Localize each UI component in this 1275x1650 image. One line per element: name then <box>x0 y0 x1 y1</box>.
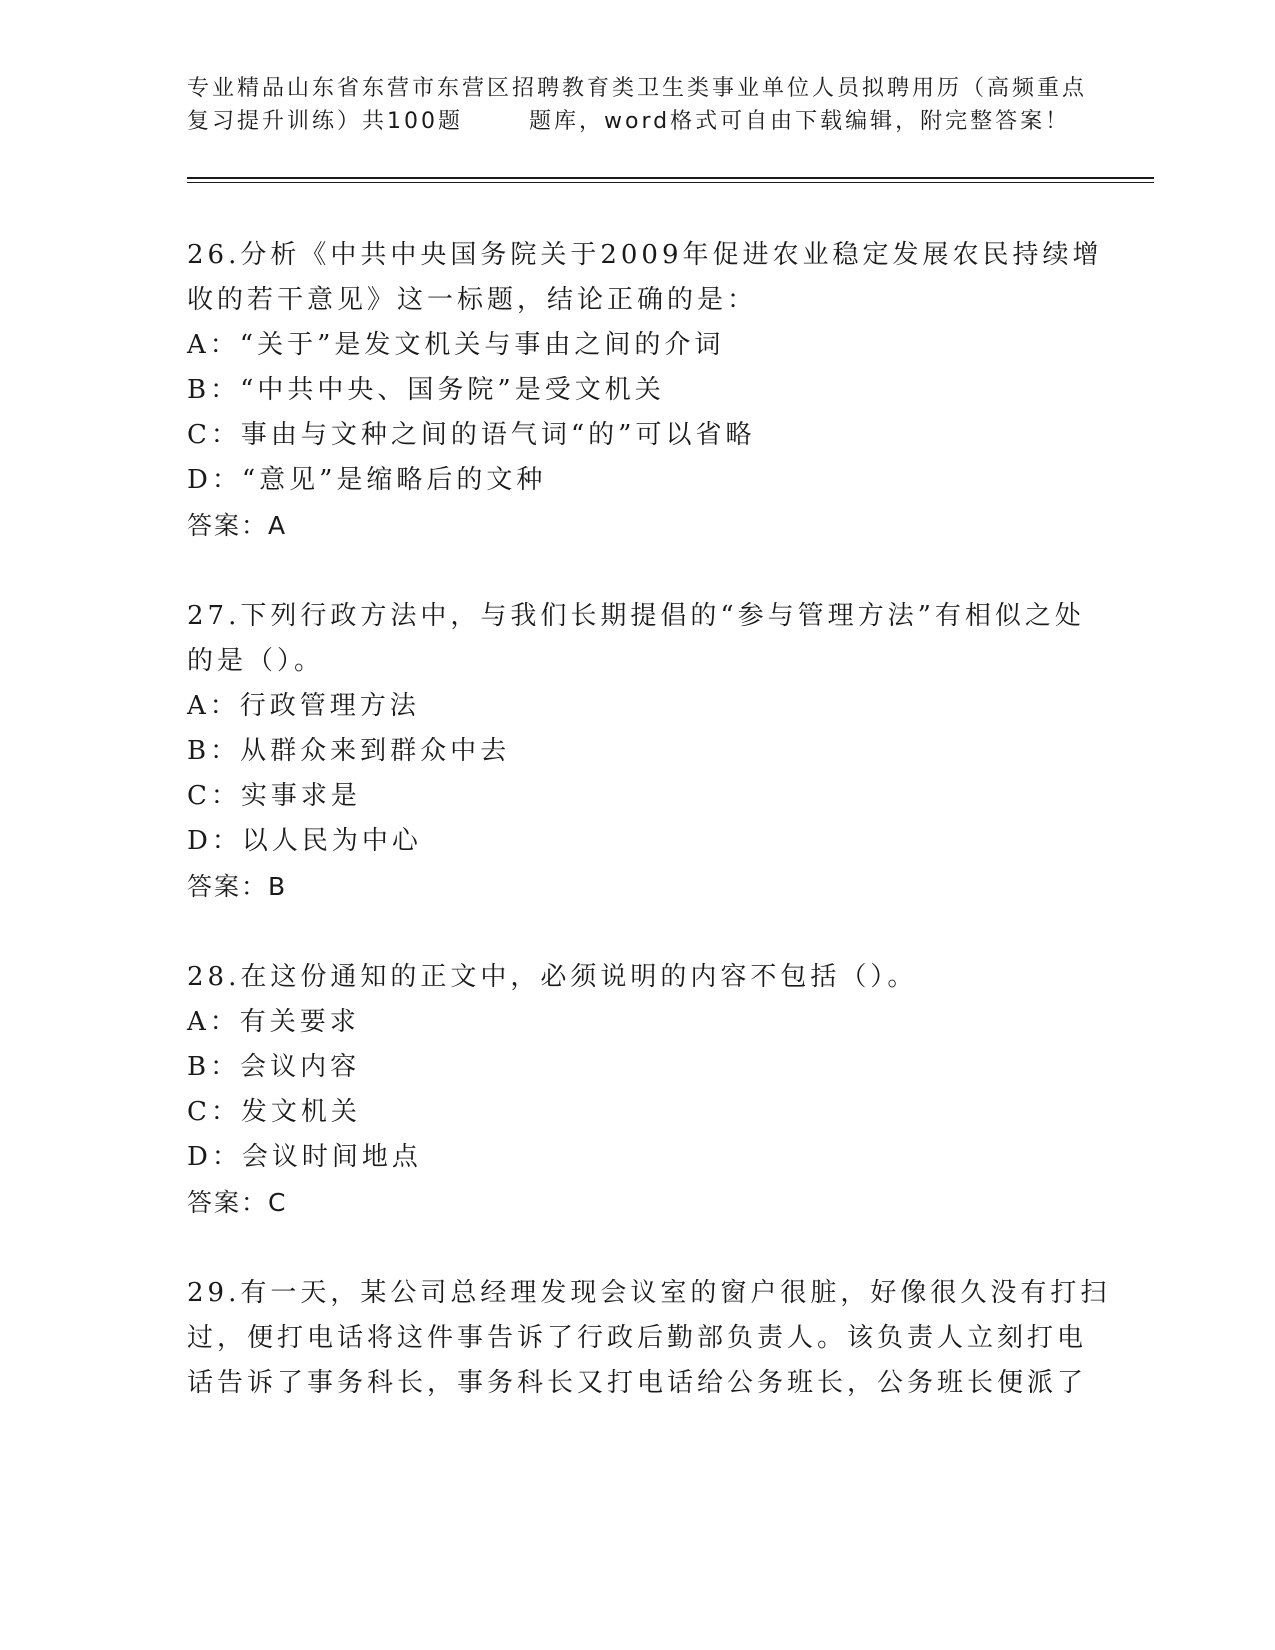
question-29 <box>187 1271 1111 1406</box>
question-26 <box>187 233 1103 548</box>
question-stem-line: 29.有一天，某公司总经理发现会议室的窗户很脏，好像很久没有打扫 <box>187 1278 1111 1308</box>
question-27 <box>187 594 1087 909</box>
option-a: A：“关于”是发文机关与事由之间的介词 <box>187 330 725 360</box>
option-c: C：事由与文种之间的语气词“的”可以省略 <box>187 420 756 450</box>
option-b: B：从群众来到群众中去 <box>187 736 511 766</box>
question-list <box>187 233 1111 1452</box>
answer-line: 答案：B <box>187 872 288 901</box>
question-stem-line: 27.下列行政方法中，与我们长期提倡的“参与管理方法”有相似之处 <box>187 601 1085 631</box>
question-stem-line: 28.在这份通知的正文中，必须说明的内容不包括（）。 <box>187 962 918 992</box>
header-title-line-2 <box>187 105 1087 138</box>
option-c: C：发文机关 <box>187 1097 361 1127</box>
header-title-line-2-part-2: 题库，word格式可自由下载编辑，附完整答案！ <box>529 109 1071 134</box>
header-divider-thick <box>187 177 1154 179</box>
answer-line: 答案：A <box>187 511 288 540</box>
option-d: D：会议时间地点 <box>187 1142 422 1172</box>
question-stem-line: 26.分析《中共中央国务院关于2009年促进农业稳定发展农民持续增 <box>187 240 1103 270</box>
question-stem-line: 话告诉了事务科长，事务科长又打电话给公务班长，公务班长便派了 <box>187 1368 1088 1398</box>
option-d: D：以人民为中心 <box>187 826 422 856</box>
option-b: B：“中共中央、国务院”是受文机关 <box>187 375 665 405</box>
header-divider-thin <box>187 182 1154 183</box>
document-header <box>187 72 1087 138</box>
question-stem-line: 过，便打电话将这件事告诉了行政后勤部负责人。该负责人立刻打电 <box>187 1323 1088 1353</box>
question-stem-line: 的是（）。 <box>187 646 325 676</box>
option-a: A：行政管理方法 <box>187 691 420 721</box>
header-title-line-2-part-1: 复习提升训练）共100题 <box>187 109 463 134</box>
question-28 <box>187 955 1087 1225</box>
option-d: D：“意见”是缩略后的文种 <box>187 465 547 495</box>
option-c: C：实事求是 <box>187 781 361 811</box>
option-a: A：有关要求 <box>187 1007 360 1037</box>
header-title-line-1: 专业精品山东省东营市东营区招聘教育类卫生类事业单位人员拟聘用历（高频重点 <box>187 76 1088 101</box>
question-stem-line: 收的若干意见》这一标题，结论正确的是： <box>187 285 758 315</box>
answer-line: 答案：C <box>187 1188 288 1217</box>
option-b: B：会议内容 <box>187 1052 361 1082</box>
